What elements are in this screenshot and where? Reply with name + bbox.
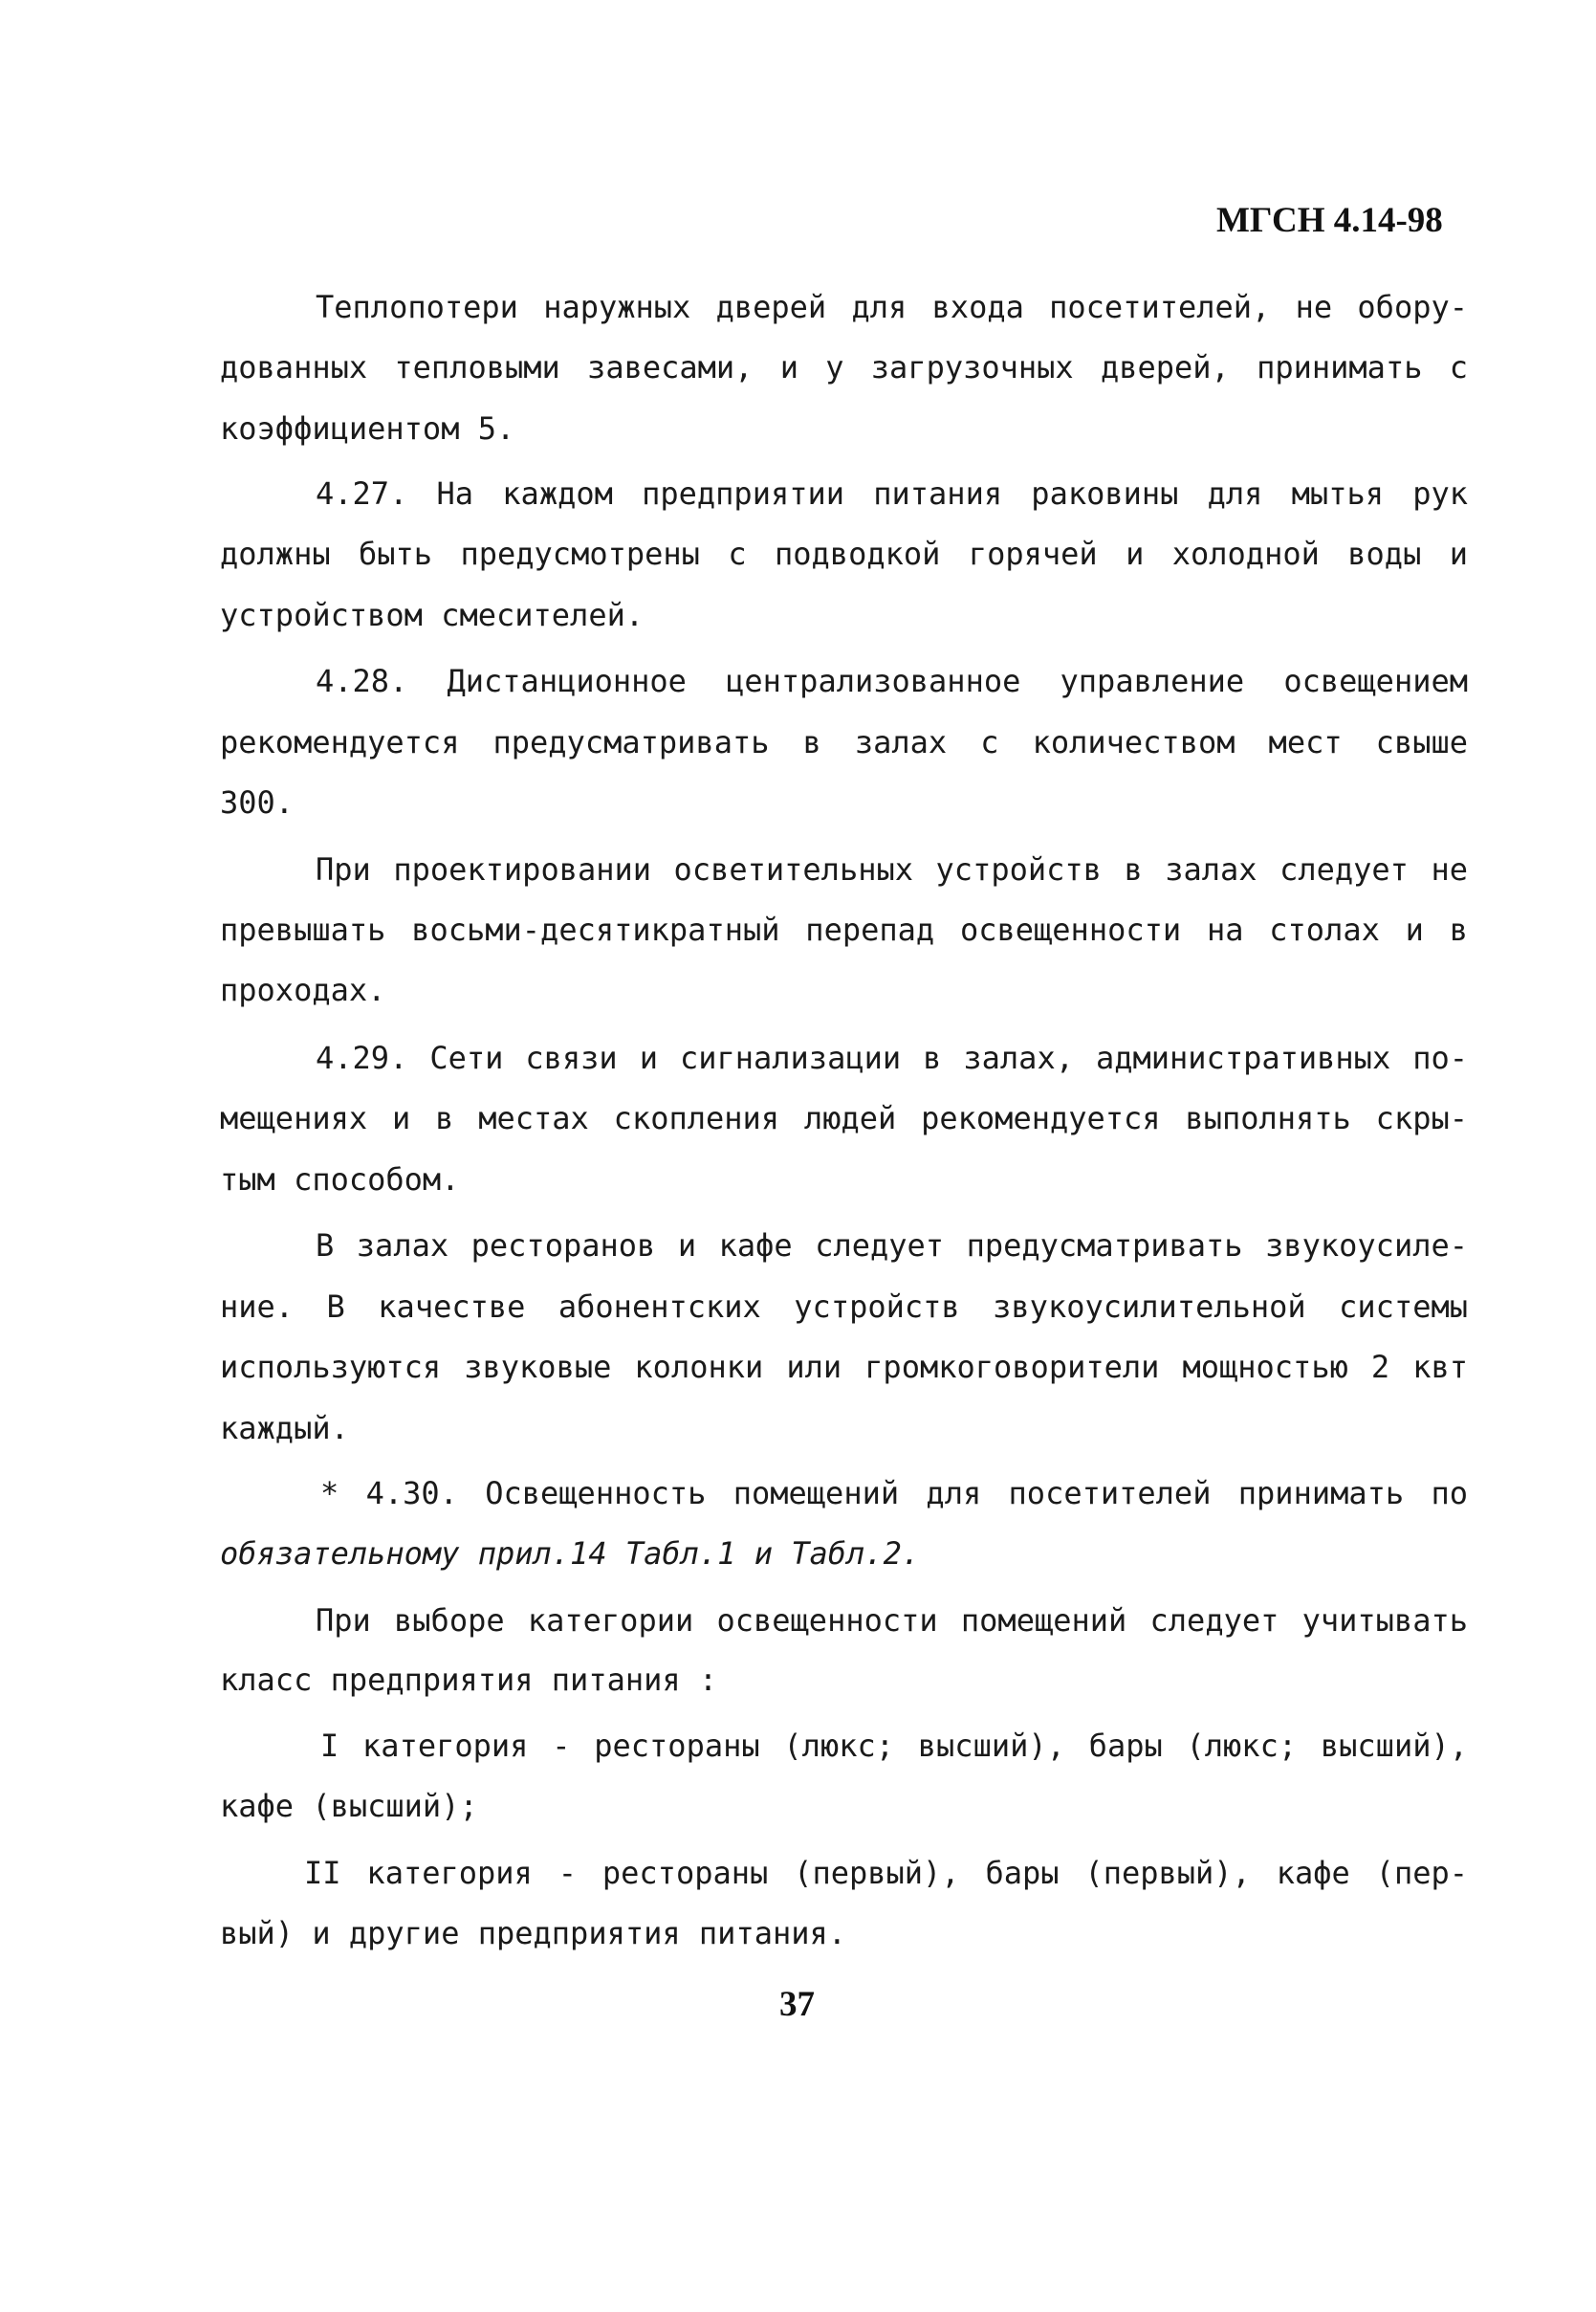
text-line: При проектировании осветительных устройств в залах следует не <box>316 851 1468 888</box>
document-code: МГСН 4.14-98 <box>1216 201 1443 240</box>
text-line: 300. <box>220 784 295 821</box>
clause-4-29-line: 4.29. Сети связи и сигнализации в залах, административных по- <box>316 1040 1468 1076</box>
text-line: превышать восьми-десятикратный перепад освещенности на столах и в <box>220 912 1468 948</box>
text-line: каждый. <box>220 1410 349 1446</box>
category-1-line: I категория - рестораны (люкс; высший), бары (люкс; высший), <box>320 1728 1468 1764</box>
clause-4-30-line: * 4.30. Освещенность помещений для посетителей принимать по <box>320 1475 1468 1511</box>
text-line: проходах. <box>220 972 386 1008</box>
text-line: используются звуковые колонки или громкоговорители мощностью 2 квт <box>220 1349 1468 1385</box>
text-line: При выборе категории освещенности помещений следует учитывать <box>316 1602 1468 1639</box>
text-line: вый) и другие предприятия питания. <box>220 1915 847 1951</box>
text-line: устройством смесителей. <box>220 597 645 633</box>
text-line: должны быть предусмотрены с подводкой горячей и холодной воды и <box>220 536 1468 572</box>
text-line: ние. В качестве абонентских устройств звукоусилительной системы <box>220 1288 1468 1325</box>
text-line: кафе (высший); <box>220 1788 478 1824</box>
text-line: тым способом. <box>220 1161 460 1198</box>
text-line: коэффициентом 5. <box>220 410 515 447</box>
clause-4-27-line: 4.27. На каждом предприятии питания раковины для мытья рук <box>316 475 1468 512</box>
text-line: Теплопотери наружных дверей для входа посетителей, не обору- <box>316 289 1468 325</box>
page-number: 37 <box>779 1985 815 2024</box>
clause-4-28-line: 4.28. Дистанционное централизованное управление освещением <box>316 663 1468 699</box>
text-line: дованных тепловыми завесами, и у загрузочных дверей, принимать с <box>220 349 1468 385</box>
text-line: В залах ресторанов и кафе следует предусматривать звукоусиле- <box>316 1227 1468 1264</box>
text-line: мещениях и в местах скопления людей рекомендуется выполнять скры- <box>220 1100 1468 1136</box>
text-line: рекомендуется предусматривать в залах с количеством мест свыше <box>220 724 1468 760</box>
text-line: класс предприятия питания : <box>220 1662 718 1698</box>
category-2-line: II категория - рестораны (первый), бары (первый), кафе (пер- <box>304 1855 1468 1891</box>
text-line: обязательному прил.14 Табл.1 и Табл.2. <box>220 1535 921 1572</box>
